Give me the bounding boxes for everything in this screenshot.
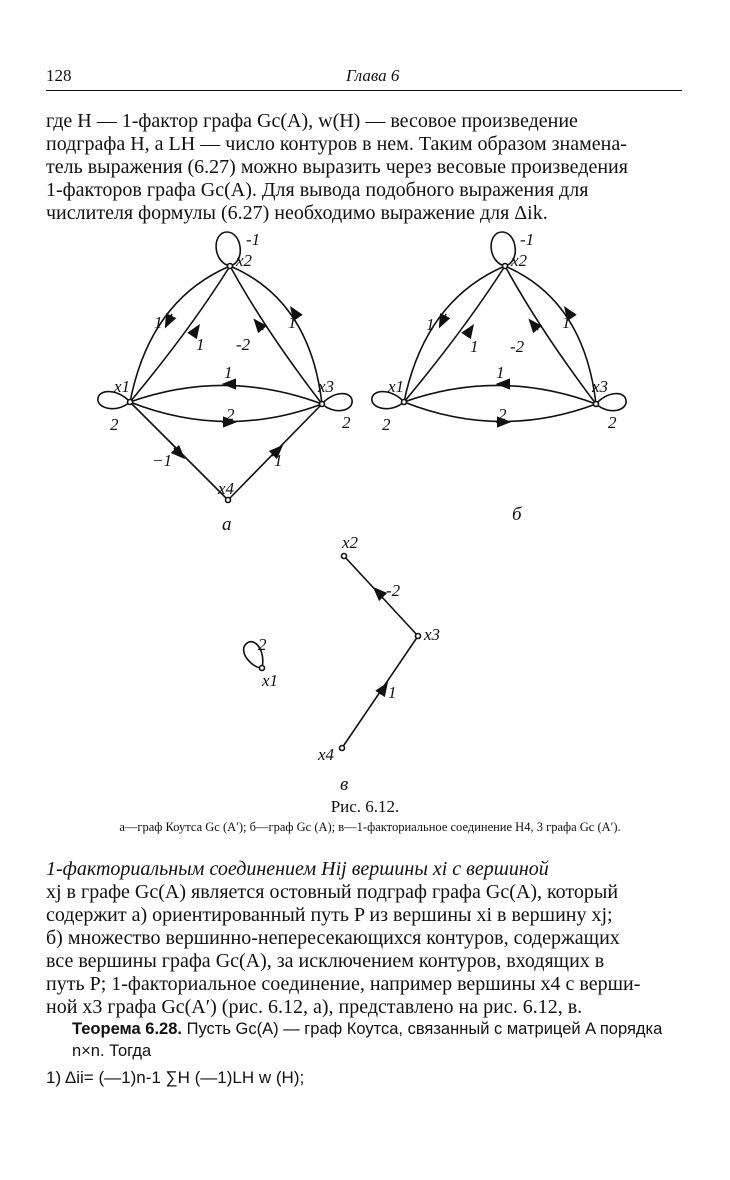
- node-x3-label: x3: [424, 625, 441, 644]
- paragraph-intro: [46, 110, 682, 225]
- text-line: где H — 1-фактор графа Gc(A), w(H) — весовое произведение: [46, 110, 578, 132]
- page-number: 128: [46, 66, 72, 85]
- edge-label: 2: [608, 413, 617, 432]
- node-x1-label: x1: [388, 377, 405, 396]
- node-x1-label: x1: [114, 377, 131, 396]
- edge-label: 1: [274, 451, 283, 470]
- page-header: [46, 66, 682, 91]
- node-x4-label: x4: [218, 479, 235, 498]
- loop-x3: [596, 394, 626, 411]
- text-line: путь P; 1-факториальное соединение, например вершины x4 с верши-: [46, 973, 641, 995]
- edge-label: 2: [342, 413, 351, 432]
- node-x2-label: x2: [342, 533, 359, 552]
- paragraph-definition: [46, 858, 682, 1019]
- edge-label: 2: [110, 415, 119, 434]
- figure-description: а—граф Коутса Gc (A′); б—граф Gc (A); в—1-факториальное соединение H4, 3 графа Gc (A′).: [119, 820, 621, 834]
- panel-label-c: в: [340, 774, 349, 795]
- edge-label: 2: [382, 415, 391, 434]
- text-line: тель выражения (6.27) можно выразить через весовые произведения: [46, 156, 628, 178]
- edge-label: 1: [288, 313, 297, 332]
- theorem-text: Пусть Gc(A) — граф Коутса, связанный с матрицей A порядка: [186, 1020, 663, 1038]
- edge-label: 2: [498, 405, 507, 424]
- edge-label: -2: [236, 335, 251, 354]
- edge-label: 1: [196, 335, 205, 354]
- panel-label-a: а: [222, 514, 232, 535]
- text-line: содержит а) ориентированный путь P из вершины xi в вершину xj;: [46, 904, 613, 926]
- edge-label: 1: [562, 313, 571, 332]
- edge-x4-x3: [342, 636, 418, 748]
- figure-caption: Рис. 6.12.: [330, 797, 400, 816]
- edge-label: -1: [246, 230, 261, 249]
- panel-label-b: б: [512, 504, 522, 525]
- edge-label: 1: [426, 315, 435, 334]
- node-x4-label: x4: [318, 745, 335, 764]
- edge-label: 1: [470, 337, 479, 356]
- edge-label: 1: [496, 363, 505, 382]
- edge-label: 1: [224, 363, 233, 382]
- theorem-6-28: [72, 1018, 684, 1062]
- graph-c-labels: [258, 533, 440, 795]
- node-x2-label: x2: [236, 251, 253, 270]
- text-line: подграфа H, а LH — число контуров в нем. Таким образом знамена-: [46, 133, 627, 155]
- text-line: все вершины графа Gc(A), за исключением контуров, входящих в: [46, 950, 605, 972]
- edge-x1-x2-inner: [130, 266, 230, 402]
- edge-label: -2: [386, 581, 401, 600]
- node-x3-label: x3: [592, 377, 609, 396]
- text-line: ной x3 графа Gc(A′) (рис. 6.12, а), представлено на рис. 6.12, в.: [46, 996, 583, 1018]
- edge-label: 2: [226, 405, 235, 424]
- edge-x2-x1-outer: [130, 266, 230, 402]
- text-line: числителя формулы (6.27) необходимо выражение для Δik.: [46, 202, 548, 224]
- theorem-text-2: n×n. Тогда: [72, 1042, 152, 1060]
- theorem-title: Теорема 6.28.: [72, 1020, 182, 1038]
- node-x3-label: x3: [318, 377, 335, 396]
- formula-1: 1) Δii= (—1)n-1 ∑H (—1)LH w (H);: [46, 1068, 305, 1087]
- text-line: б) множество вершинно-непересекающихся контуров, содержащих: [46, 927, 620, 949]
- edge-label: 1: [388, 683, 397, 702]
- chapter-title: Глава 6: [346, 66, 400, 85]
- figure-6-12: [0, 220, 730, 800]
- node-x1-label: x1: [262, 671, 279, 690]
- text-line: 1-факторов графа Gc(A). Для вывода подобного выражения для: [46, 179, 589, 201]
- text-line: xj в графе Gc(A) является остовный подграф графа Gc(A), который: [46, 881, 619, 903]
- node-x2-label: x2: [511, 251, 528, 270]
- edge-label: -1: [520, 230, 535, 249]
- graph-b: [372, 232, 626, 422]
- text-line: 1-факториальным соединением Hij вершины xi с вершиной: [46, 858, 549, 880]
- edge-label: 2: [258, 635, 267, 654]
- loop-x3: [322, 394, 352, 411]
- edge-label: 1: [154, 313, 163, 332]
- edge-x3-x1-upper: [130, 385, 322, 404]
- edge-label: -2: [510, 337, 525, 356]
- edge-label: −1: [152, 451, 172, 470]
